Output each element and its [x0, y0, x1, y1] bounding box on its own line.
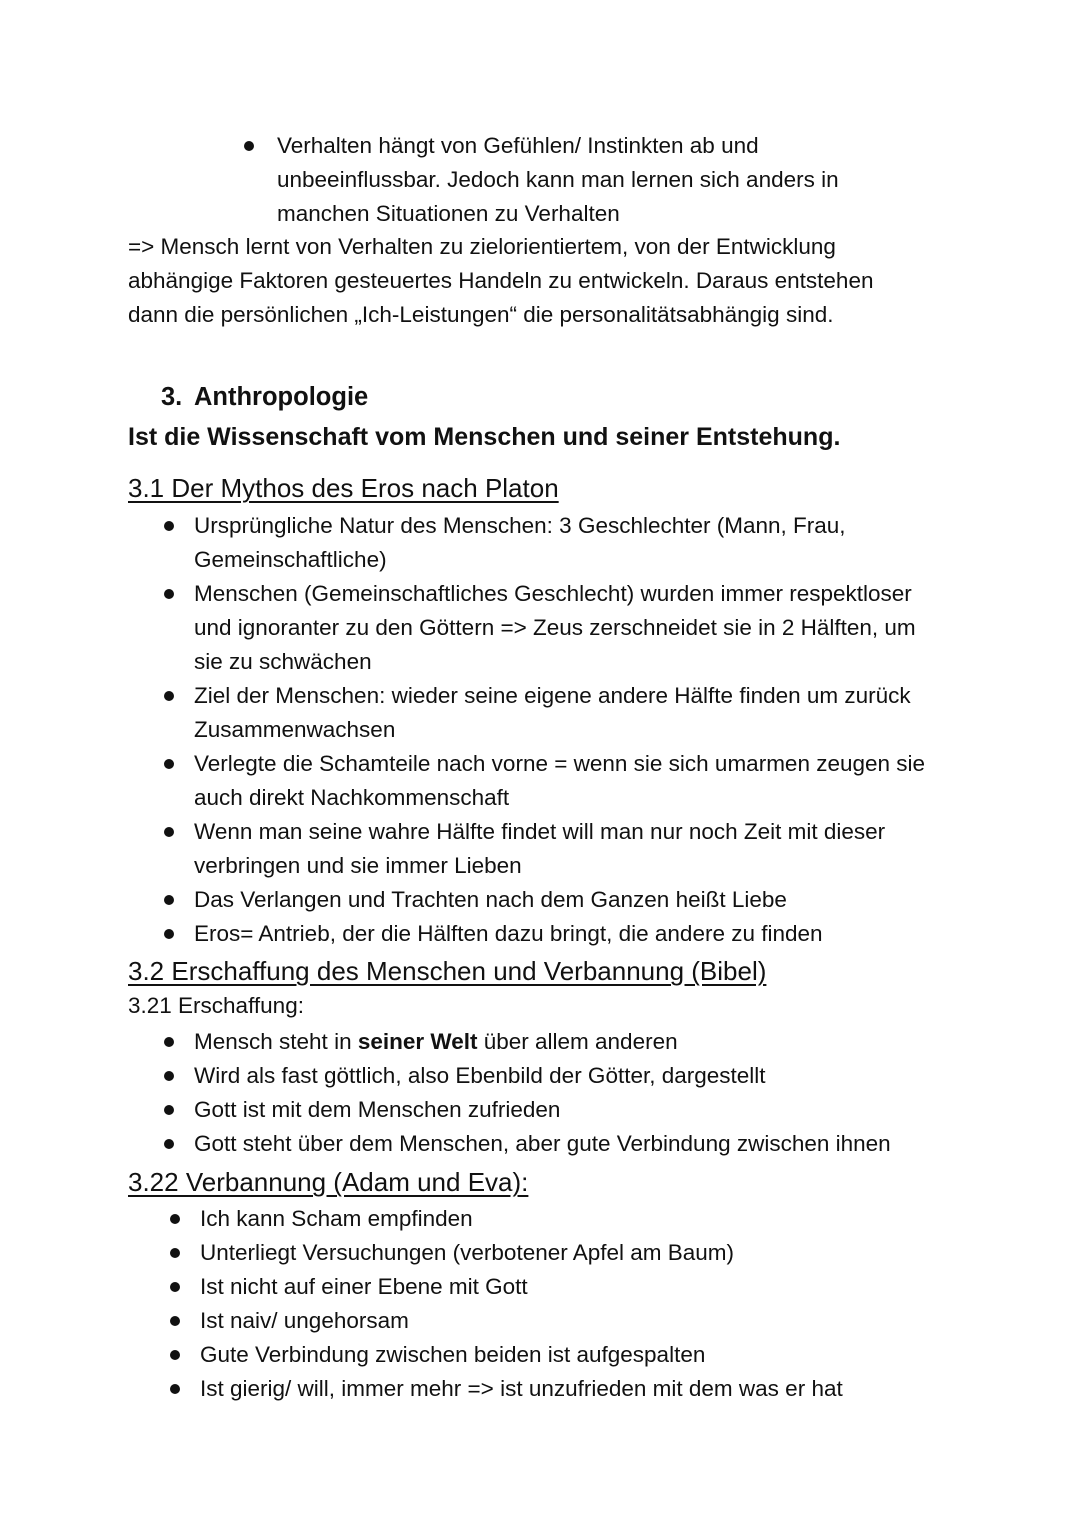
- bullet-icon: [170, 1316, 180, 1326]
- list-item: Verlegte die Schamteile nach vorne = wenn sie sich umarmen zeugen sie auch direkt Nachkommenschaft: [0, 747, 1080, 815]
- list-item: Ist naiv/ ungehorsam: [0, 1304, 1080, 1338]
- emphasis-text: seiner Welt: [357, 1029, 478, 1054]
- list-item: Eros= Antrieb, der die Hälften dazu bringt, die andere zu finden: [0, 917, 1080, 951]
- list-item: Gott steht über dem Menschen, aber gute Verbindung zwischen ihnen: [0, 1127, 1080, 1161]
- list-item: Unterliegt Versuchungen (verbotener Apfel am Baum): [0, 1236, 1080, 1270]
- bullet-icon: [244, 141, 254, 151]
- list-item: Ist nicht auf einer Ebene mit Gott: [0, 1270, 1080, 1304]
- document-page: Verhalten hängt von Gefühlen/ Instinkten ab und unbeeinflussbar. Jedoch kann man lernen sich anders in manchen Situationen zu Verhalten => Mensch lernt von Verhalten zu zielorientiertem, von der Entwicklung abhängige Faktoren gesteuertes Handeln zu entwickeln. Daraus entstehen dann die persönlichen „Ich-Leistungen“ die personalitätsabhängig sind. 3. Anthropologie Ist die Wissenschaft vom Menschen und seiner Entstehung. 3.1 Der Mythos des Eros nach Platon Ursprüngliche Natur des Menschen: 3 Geschlechter (Mann, Frau, Gemeinschaftliche) Menschen (Gemeinschaftliches Geschlecht) wurden immer respektloser und ignoranter zu den Göttern => Zeus zerschneidet sie in 2 Hälften, um sie zu schwächen Ziel der Menschen: wieder seine eigene andere Hälfte finden um zurück Zusammenwachsen Verlegte die Schamteile nach vorne = wenn sie sich umarmen zeugen sie auch direkt Nachkommenschaft Wenn man seine wahre Hälfte findet will man nur noch Zeit mit dieser verbringen und sie immer Lieben Das Verlangen und Trachten nach dem Ganzen heißt Liebe Eros= Antrieb, der die Hälften dazu bringt, die andere zu finden 3.2 Erschaffung des Menschen und Verbannung (Bibel) 3.21 Erschaffung: Mensch steht in seiner Welt über allem anderen Wird als fast göttlich, also Ebenbild der Götter, dargestellt Gott ist mit dem Menschen zufrieden Gott steht über dem Menschen, aber gute Verbindung zwischen ihnen 3.22 Verbannung (Adam und Eva): Ich kann Scham empfinden Unterliegt Versuchungen (verbotener Apfel am Baum) Ist nicht auf einer Ebene mit Gott Ist naiv/ ungehorsam Gute Verbindung zwischen beiden ist aufgespalten Ist gierig/ will, immer mehr => ist unzufrieden mit dem was er hat: [0, 0, 1080, 1527]
- intro-bullet-line: Verhalten hängt von Gefühlen/ Instinkten ab und: [277, 133, 759, 158]
- bullet-icon: [164, 691, 174, 701]
- subsection-321-list: [0, 1025, 1080, 1161]
- intro-bullet-line: manchen Situationen zu Verhalten: [277, 201, 620, 226]
- section-number: 3.: [161, 383, 183, 411]
- bullet-icon: [164, 759, 174, 769]
- intro-conclusion: [0, 230, 1080, 332]
- bullet-icon: [164, 589, 174, 599]
- list-item: Ist gierig/ will, immer mehr => ist unzufrieden mit dem was er hat: [0, 1372, 1080, 1406]
- bullet-icon: [170, 1248, 180, 1258]
- bullet-icon: [164, 1105, 174, 1115]
- conclusion-line: dann die persönlichen „Ich-Leistungen“ die personalitätsabhängig sind.: [128, 302, 834, 327]
- bullet-icon: [164, 1071, 174, 1081]
- bullet-icon: [170, 1214, 180, 1224]
- list-item: Ziel der Menschen: wieder seine eigene andere Hälfte finden um zurück Zusammenwachsen: [0, 679, 1080, 747]
- list-item: Wenn man seine wahre Hälfte findet will man nur noch Zeit mit dieser verbringen und sie immer Lieben: [0, 815, 1080, 883]
- bullet-icon: [170, 1350, 180, 1360]
- bullet-icon: [164, 929, 174, 939]
- list-item: Gute Verbindung zwischen beiden ist aufgespalten: [0, 1338, 1080, 1372]
- list-item: Das Verlangen und Trachten nach dem Ganzen heißt Liebe: [0, 883, 1080, 917]
- subsection-322-list: [0, 1202, 1080, 1406]
- list-item: Ich kann Scham empfinden: [0, 1202, 1080, 1236]
- list-item: Ursprüngliche Natur des Menschen: 3 Geschlechter (Mann, Frau, Gemeinschaftliche): [0, 509, 1080, 577]
- bullet-icon: [164, 1139, 174, 1149]
- bullet-icon: [164, 895, 174, 905]
- list-item: Mensch steht in seiner Welt über allem anderen: [0, 1025, 1080, 1059]
- subsection-31-list: [0, 509, 1080, 951]
- bullet-icon: [164, 521, 174, 531]
- bullet-icon: [170, 1384, 180, 1394]
- subsection-321-label: 3.21 Erschaffung:: [128, 993, 304, 1018]
- bullet-icon: [170, 1282, 180, 1292]
- list-item: Gott ist mit dem Menschen zufrieden: [0, 1093, 1080, 1127]
- intro-bullet: [0, 129, 1080, 231]
- list-item: Wird als fast göttlich, also Ebenbild der Götter, dargestellt: [0, 1059, 1080, 1093]
- conclusion-line: => Mensch lernt von Verhalten zu zielorientiertem, von der Entwicklung: [128, 234, 836, 259]
- bullet-icon: [164, 1037, 174, 1047]
- bullet-icon: [164, 827, 174, 837]
- list-item: Menschen (Gemeinschaftliches Geschlecht) wurden immer respektloser und ignoranter zu den Göttern => Zeus zerschneidet sie in 2 Hälften, um sie zu schwächen: [0, 577, 1080, 679]
- conclusion-line: abhängige Faktoren gesteuertes Handeln zu entwickeln. Daraus entstehen: [128, 268, 874, 293]
- section-title: Anthropologie: [194, 383, 369, 411]
- intro-bullet-line: unbeeinflussbar. Jedoch kann man lernen sich anders in: [277, 167, 839, 192]
